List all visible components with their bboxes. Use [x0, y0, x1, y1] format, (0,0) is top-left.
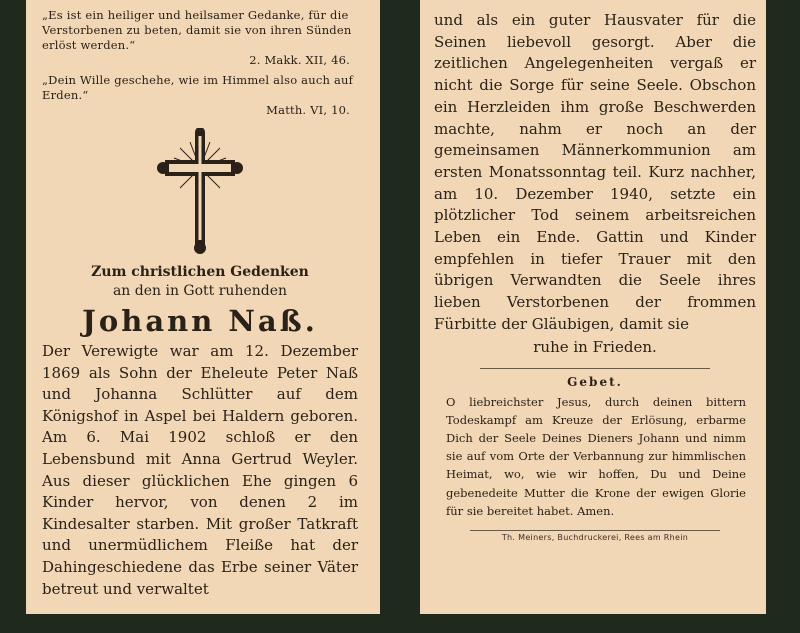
- verse-1-text: „Es ist ein heiliger und heilsamer Gedanke, für die Verstorbenen zu beten, damit sie von ihren Sünden erlöst werden.“: [42, 8, 352, 52]
- divider: [480, 368, 710, 369]
- prayer-text: O liebreichster Jesus, durch deinen bittern Todeskampf am Kreuze der Erlösung, erbarme Dich der Seele Deines Dieners Johann und nimm sie auf vom Orte der Verbannung zur himmlischen Heimat, wo, wie wir hoffen, Du und Deine gebenedeite Mutter die Krone der ewigen Glorie für sie bereitet habet. Amen.: [446, 394, 746, 518]
- biography-text-right: und als ein guter Hausvater für die Seinen liebevoll gesorgt. Aber die zeitlichen Angelegenheiten vergaß er nicht die Sorge für seine Seele. Obschon ein Herzleiden ihm große Beschwerden machte, nahm er noch an der gemeinsamen Männerkommunion am ersten Monatssonntag teil. Kurz nachher, am 10. Dezember 1940, setzte ein plötzlicher Tod seinem arbeitsreichen Leben ein Ende. Gattin und Kinder empfehlen in tiefer Trauer mit den übrigen Verwandten die Seele ihres lieben Verstorbenen der frommen Fürbitte der Gläubigen, damit sie: [434, 11, 756, 333]
- verse-2-text: „Dein Wille geschehe, wie im Himmel also auch auf Erden.“: [42, 73, 354, 102]
- verse-2-reference: Matth. VI, 10.: [266, 103, 350, 117]
- prayer-title: Gebet.: [567, 374, 623, 389]
- verse-2: [42, 73, 358, 118]
- cross-icon: [42, 128, 358, 258]
- closing-line: ruhe in Frieden.: [533, 337, 657, 356]
- footer-divider: [470, 530, 720, 531]
- verse-1-reference: 2. Makk. XII, 46.: [249, 53, 350, 67]
- printer-credit: Th. Meiners, Buchdruckerei, Rees am Rhein: [501, 532, 689, 542]
- right-panel: [420, 0, 766, 614]
- deceased-name: Johann Naß.: [82, 304, 318, 338]
- left-panel: [26, 0, 380, 614]
- verse-1: [42, 8, 358, 68]
- biography-text-left: Der Verewigte war am 12. Dezember 1869 als Sohn der Eheleute Peter Naß und Johanna Schlütter auf dem Königshof in Aspel bei Haldern geboren. Am 6. Mai 1902 schloß er den Lebensbund mit Anna Gertrud Weyler. Aus dieser glücklichen Ehe gingen 6 Kinder hervor, von denen 2 im Kindesalter starben. Mit großer Tatkraft und unermüdlichem Fleiße hat der Dahingeschiedene das Erbe seiner Väter betreut und verwaltet: [42, 342, 358, 598]
- memorial-subline: an den in Gott ruhenden: [112, 283, 288, 299]
- memorial-heading: Zum christlichen Gedenken: [91, 264, 309, 280]
